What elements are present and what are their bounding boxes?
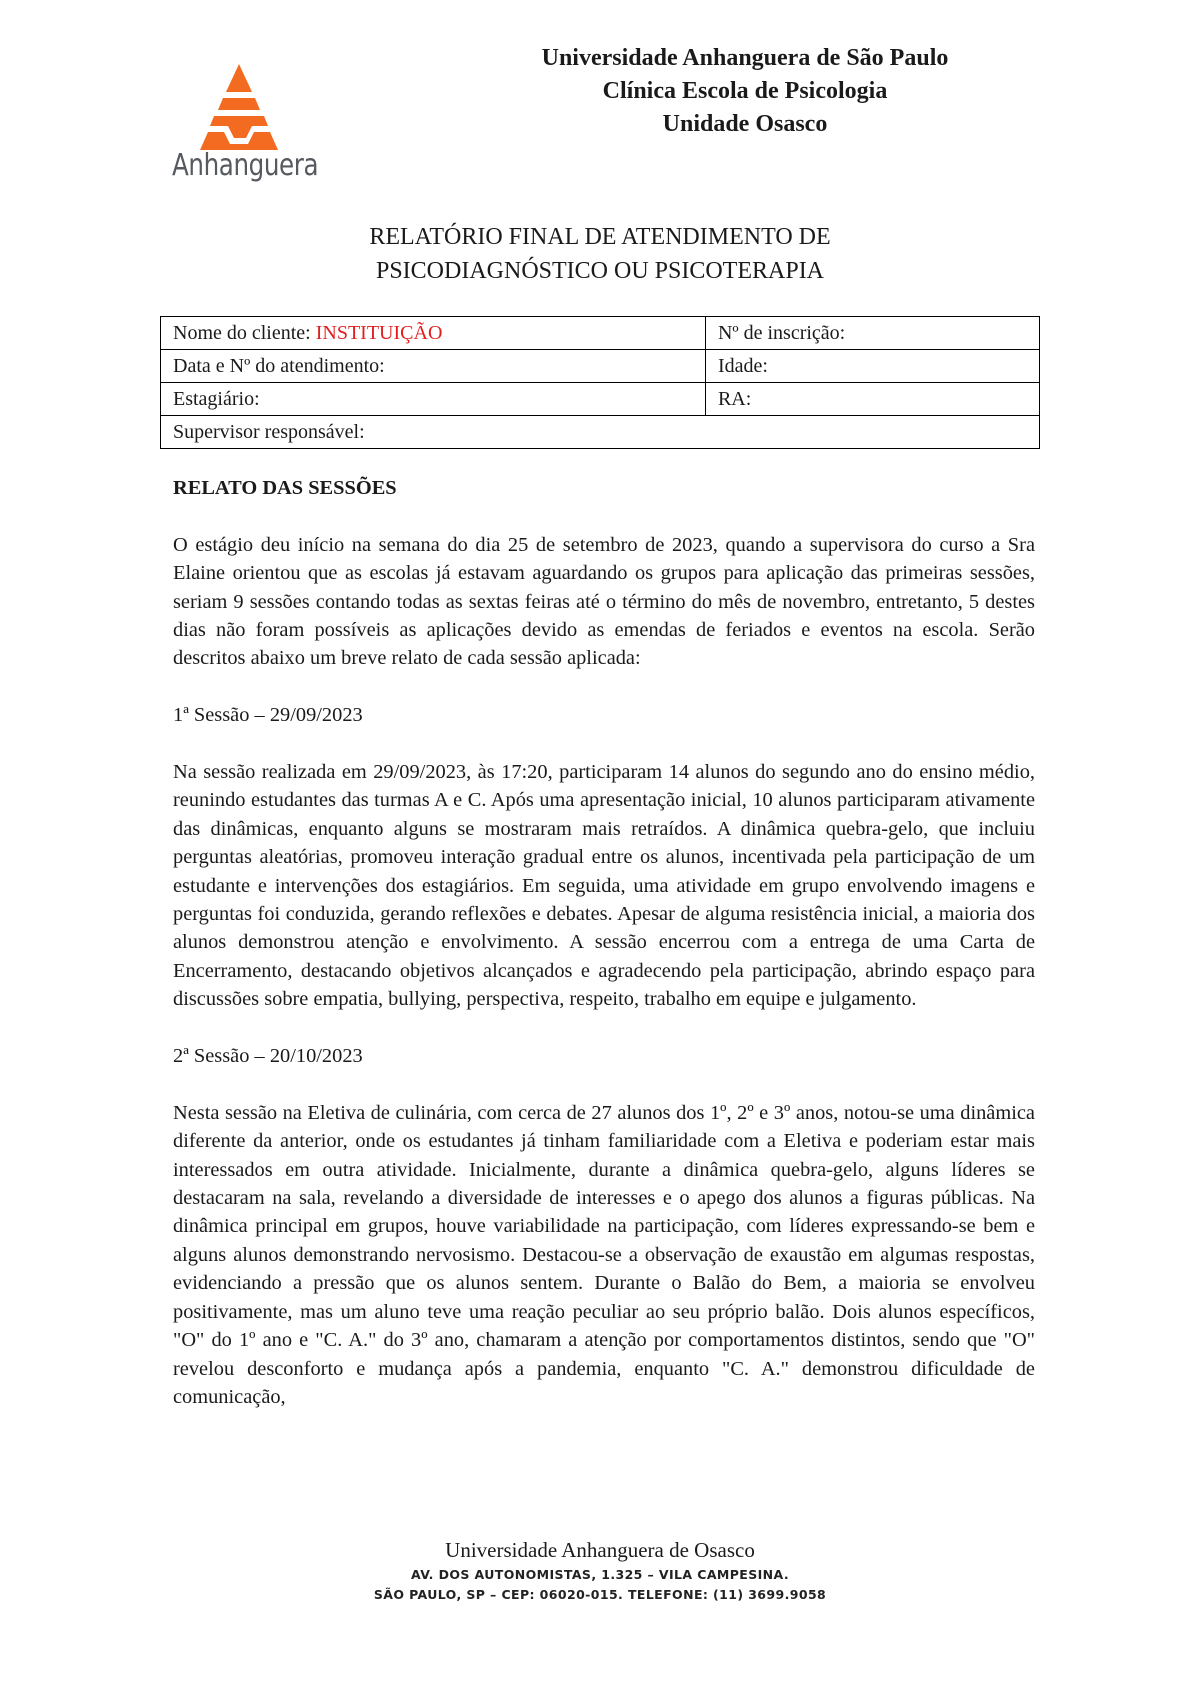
intern-cell: Estagiário: bbox=[161, 383, 706, 416]
institution-header bbox=[460, 42, 1030, 141]
table-row bbox=[161, 416, 1040, 449]
header-unit: Unidade Osasco bbox=[662, 111, 828, 137]
document-title bbox=[160, 220, 1040, 288]
intro-paragraph: O estágio deu início na semana do dia 25 de setembro de 2023, quando a supervisora do curso a Sra Elaine orientou que as escolas já estavam aguardando os grupos para aplicação das primeiras sessões, seriam 9 sessões contando todas as sextas feiras até o término do mês de novembro, entretanto, 5 destes dias não foram possíveis as aplicações devido as emendas de feriados e eventos na escola. Serão descritos abaixo um breve relato de cada sessão aplicada: bbox=[173, 533, 1035, 670]
session-1-heading: 1ª Sessão – 29/09/2023 bbox=[173, 704, 363, 727]
date-cell: Data e Nº do atendimento: bbox=[161, 350, 706, 383]
table-row bbox=[161, 383, 1040, 416]
page-footer bbox=[300, 1535, 900, 1605]
session-2-paragraph: Nesta sessão na Eletiva de culinária, com cerca de 27 alunos dos 1º, 2º e 3º anos, notou-se uma dinâmica diferente da anterior, onde os estudantes já tinham familiaridade com a Eletiva e poderiam estar mais interessados em outra atividade. Inicialmente, durante a dinâmica quebra-gelo, alguns líderes se destacaram na sala, revelando a diversidade de interesses e o apego dos alunos a figuras públicas. Na dinâmica principal em grupos, houve variabilidade na participação, com líderes expressando-se bem e alguns alunos demonstrando nervosismo. Destacou-se a observação de exaustão em algumas respostas, evidenciando a pressão que os alunos sentem. Durante o Balão do Bem, a maioria se envolveu positivamente, mas um aluno teve uma reação peculiar ao seu próprio balão. Dois alunos específicos, "O" do 1º ano e "C. A." do 3º ano, chamaram a atenção por comportamentos distintos, sendo que "O" revelou desconforto e mudança após a pandemia, enquanto "C. A." demonstrou dificuldade de comunicação, bbox=[173, 1101, 1035, 1408]
section-heading: RELATO DAS SESSÕES bbox=[173, 477, 397, 499]
client-info-table bbox=[160, 316, 1040, 449]
title-line-2: PSICODIAGNÓSTICO OU PSICOTERAPIA bbox=[375, 258, 825, 284]
registration-cell: Nº de inscrição: bbox=[705, 317, 1039, 350]
client-name-label: Nome do cliente: bbox=[173, 322, 316, 344]
age-cell: Idade: bbox=[705, 350, 1039, 383]
footer-university: Universidade Anhanguera de Osasco bbox=[445, 1538, 755, 1562]
table-row bbox=[161, 350, 1040, 383]
client-name-cell bbox=[161, 317, 706, 350]
table-row bbox=[161, 317, 1040, 350]
supervisor-cell: Supervisor responsável: bbox=[161, 416, 1040, 449]
title-line-1: RELATÓRIO FINAL DE ATENDIMENTO DE bbox=[369, 224, 831, 250]
ra-cell: RA: bbox=[705, 383, 1039, 416]
footer-contact: SÃO PAULO, SP – CEP: 06020-015. TELEFONE: (11) 3699.9058 bbox=[373, 1587, 827, 1602]
logo-wordmark: Anhanguera bbox=[172, 148, 319, 183]
header-university: Universidade Anhanguera de São Paulo bbox=[541, 45, 949, 71]
footer-address: AV. DOS AUTONOMISTAS, 1.325 – VILA CAMPESINA. bbox=[410, 1567, 789, 1582]
header-clinic: Clínica Escola de Psicologia bbox=[602, 78, 888, 104]
session-1-paragraph: Na sessão realizada em 29/09/2023, às 17:20, participaram 14 alunos do segundo ano do ensino médio, reunindo estudantes das turmas A e C. Após uma apresentação inicial, 10 alunos participaram ativamente das dinâmicas, enquanto alguns se mostraram mais retraídos. A dinâmica quebra-gelo, que incluiu perguntas aleatórias, promoveu interação gradual entre os alunos, incentivada pela participação de um estudante e intervenções dos estagiários. Em seguida, uma atividade em grupo envolvendo imagens e perguntas foi conduzida, gerando reflexões e debates. Apesar de alguma resistência inicial, a maioria dos alunos demonstrou atenção e envolvimento. A sessão encerrou com a entrega de uma Carta de Encerramento, destacando objetivos alcançados e agradecendo pela participação, abrindo espaço para discussões sobre empatia, bullying, perspectiva, respeito, trabalho em equipe e julgamento. bbox=[173, 761, 1035, 1011]
client-name-value: INSTITUIÇÃO bbox=[315, 322, 443, 344]
report-body bbox=[173, 474, 1035, 1440]
session-2-heading: 2ª Sessão – 20/10/2023 bbox=[173, 1045, 363, 1068]
